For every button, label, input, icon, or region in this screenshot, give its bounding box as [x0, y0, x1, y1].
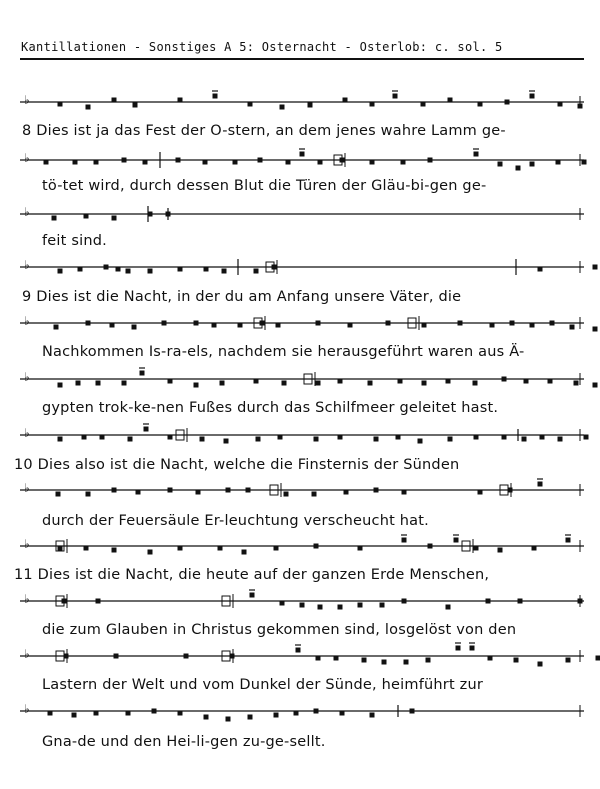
neume-note [162, 321, 167, 326]
neume-note [486, 599, 491, 604]
verse-number: 8 [22, 123, 37, 139]
staff-graphic [20, 646, 584, 666]
neume-note [282, 381, 287, 386]
neume-note [516, 166, 521, 171]
neume-note [473, 381, 478, 386]
chant-text-line [42, 343, 524, 361]
neume-note [368, 381, 373, 386]
neume-note [204, 715, 209, 720]
lyric-text: die zum Glauben in Christus gekommen sind, losgelöst von den [42, 622, 517, 638]
neume-note [422, 323, 427, 328]
neume-note [52, 216, 57, 221]
neume-note [122, 158, 127, 163]
neume-note [82, 435, 87, 440]
neume-note [110, 323, 115, 328]
neume-note [126, 269, 131, 274]
staff-graphic [20, 425, 584, 445]
neume-note [380, 603, 385, 608]
neume-note [370, 160, 375, 165]
neume-note [522, 437, 527, 442]
chant-staff [20, 646, 584, 666]
neume-note [112, 488, 117, 493]
flat-sign: ♭ [24, 258, 30, 272]
neume-note [382, 660, 387, 665]
neume-note [422, 381, 427, 386]
neume-note [478, 490, 483, 495]
staff-graphic [20, 92, 584, 112]
neume-note [370, 102, 375, 107]
neume-note [538, 662, 543, 667]
chant-text-line [42, 512, 429, 530]
neume-note [404, 660, 409, 665]
chant-text-line [14, 456, 459, 474]
flat-sign: ♭ [24, 537, 30, 551]
neume-note [94, 160, 99, 165]
staff-graphic [20, 369, 584, 389]
neume-note [56, 492, 61, 497]
neume-note [314, 437, 319, 442]
neume-note [556, 160, 561, 165]
neume-note [58, 269, 63, 274]
neume-note [300, 603, 305, 608]
staff-graphic [20, 257, 584, 277]
neume-note [566, 538, 571, 543]
neume-note [224, 439, 229, 444]
neume-note [318, 160, 323, 165]
staff-graphic [20, 204, 584, 224]
neume-note [128, 437, 133, 442]
neume-note [100, 435, 105, 440]
neume-note [314, 709, 319, 714]
neume-note [538, 267, 543, 272]
neume-note [446, 605, 451, 610]
neume-note [218, 546, 223, 551]
chant-staff [20, 257, 584, 277]
neume-note [446, 379, 451, 384]
neume-note [112, 98, 117, 103]
neume-note [194, 383, 199, 388]
neume-note [343, 98, 348, 103]
neume-note [96, 381, 101, 386]
neume-note [418, 439, 423, 444]
header-rule [20, 58, 584, 60]
neume-note [316, 381, 321, 386]
neume-note [168, 435, 173, 440]
neume-note [524, 379, 529, 384]
neume-note [402, 490, 407, 495]
neume-note [84, 214, 89, 219]
neume-note [386, 321, 391, 326]
neume-note [428, 544, 433, 549]
flat-sign: ♭ [24, 370, 30, 384]
neume-note [114, 654, 119, 659]
neume-note [344, 490, 349, 495]
neume-note [570, 325, 575, 330]
neume-note [448, 437, 453, 442]
chant-staff [20, 591, 584, 611]
neume-note [44, 160, 49, 165]
neume-note [86, 105, 91, 110]
neume-note [226, 488, 231, 493]
neume-note [362, 658, 367, 663]
chant-staff [20, 369, 584, 389]
neume-note [203, 160, 208, 165]
neume-note [104, 265, 109, 270]
neume-note [393, 94, 398, 99]
neume-note [338, 435, 343, 440]
neume-note [143, 160, 148, 165]
neume-note [248, 102, 253, 107]
lyric-text: feit sind. [42, 233, 107, 249]
neume-note [226, 717, 231, 722]
neume-note [550, 321, 555, 326]
neume-note [593, 383, 598, 388]
neume-note [213, 94, 218, 99]
lyric-text: Lastern der Welt und vom Dunkel der Sünde, heimführt zur [42, 677, 484, 693]
neume-note [530, 162, 535, 167]
chant-staff [20, 480, 584, 500]
staff-graphic [20, 536, 584, 556]
neume-note [194, 321, 199, 326]
chant-text-line [42, 399, 498, 417]
neume-note [48, 711, 53, 716]
lyric-text: tö-tet wird, durch dessen Blut die Türen der Gläu-bi-gen ge- [42, 178, 487, 194]
neume-note [358, 603, 363, 608]
chant-staff [20, 313, 584, 333]
neume-note [152, 709, 157, 714]
chant-text-line [42, 733, 326, 751]
neume-note [593, 327, 598, 332]
lyric-text: Dies ist die Nacht, in der du am Anfang unsere Väter, die [36, 289, 462, 305]
neume-note [314, 544, 319, 549]
neume-note [458, 321, 463, 326]
neume-note [478, 102, 483, 107]
neume-note [498, 162, 503, 167]
neume-note [54, 325, 59, 330]
neume-note [274, 546, 279, 551]
neume-note [84, 546, 89, 551]
chant-staff [20, 204, 584, 224]
neume-note [514, 658, 519, 663]
neume-note [78, 267, 83, 272]
neume-note [456, 646, 461, 651]
lyric-text: Dies also ist die Nacht, welche die Finsternis der Sünden [37, 457, 460, 473]
lyric-text: Gna-de und den Hei-li-gen zu-ge-sellt. [42, 734, 326, 750]
neume-note [532, 546, 537, 551]
neume-note [530, 323, 535, 328]
neume-note [254, 379, 259, 384]
flat-sign: ♭ [24, 426, 30, 440]
flat-sign: ♭ [24, 647, 30, 661]
neume-note [212, 323, 217, 328]
neume-note [398, 379, 403, 384]
neume-note [540, 435, 545, 440]
neume-note [250, 593, 255, 598]
neume-note [58, 383, 63, 388]
neume-note [474, 435, 479, 440]
neume-note [498, 548, 503, 553]
neume-note [178, 267, 183, 272]
neume-note [238, 323, 243, 328]
flat-sign: ♭ [24, 93, 30, 107]
chant-staff [20, 150, 584, 170]
lyric-text: Nachkommen Is-ra-els, nachdem sie herausgeführt waren aus Ä- [42, 344, 525, 360]
neume-note [278, 435, 283, 440]
lyric-text: Dies ist ja das Fest der O-stern, an dem jenes wahre Lamm ge- [36, 123, 506, 139]
neume-note [196, 490, 201, 495]
neume-note [340, 711, 345, 716]
staff-graphic [20, 480, 584, 500]
neume-note [140, 371, 145, 376]
staff-graphic [20, 591, 584, 611]
neume-note [242, 550, 247, 555]
flat-sign: ♭ [24, 314, 30, 328]
neume-note [474, 546, 479, 551]
flat-sign: ♭ [24, 481, 30, 495]
neume-note [318, 605, 323, 610]
neume-note [316, 656, 321, 661]
neume-note [584, 435, 589, 440]
staff-graphic [20, 313, 584, 333]
neume-note [248, 715, 253, 720]
neume-note [596, 656, 600, 661]
neume-note [280, 105, 285, 110]
neume-note [148, 550, 153, 555]
neume-note [358, 546, 363, 551]
neume-note [256, 437, 261, 442]
neume-note [176, 158, 181, 163]
neume-note [258, 158, 263, 163]
neume-note [316, 321, 321, 326]
neume-note [116, 267, 121, 272]
lyric-text: durch der Feuersäule Er-leuchtung verscheucht hat. [42, 513, 429, 529]
neume-note [72, 713, 77, 718]
neume-note [294, 711, 299, 716]
neume-note [558, 102, 563, 107]
neume-note [274, 713, 279, 718]
neume-note [73, 160, 78, 165]
flat-sign: ♭ [24, 702, 30, 716]
neume-note [246, 488, 251, 493]
neume-note [538, 482, 543, 487]
neume-note [308, 103, 313, 108]
neume-note [144, 427, 149, 432]
neume-note [86, 492, 91, 497]
neume-note [112, 548, 117, 553]
neume-note [132, 325, 137, 330]
neume-note [401, 160, 406, 165]
chant-staff [20, 536, 584, 556]
lyric-text: gypten trok-ke-nen Fußes durch das Schilfmeer geleitet hast. [42, 400, 499, 416]
neume-note [76, 381, 81, 386]
neume-note [284, 492, 289, 497]
neume-note [334, 656, 339, 661]
verse-number: 9 [22, 289, 37, 305]
neume-note [178, 546, 183, 551]
neume-note [58, 102, 63, 107]
verse-number: 10 [14, 457, 38, 473]
chant-text-line [42, 232, 107, 250]
chant-text-line [22, 288, 461, 306]
neume-note [276, 323, 281, 328]
neume-note [300, 152, 305, 157]
neume-note [448, 98, 453, 103]
chant-text-line [14, 566, 489, 584]
neume-note [178, 711, 183, 716]
lyric-text: Dies ist die Nacht, die heute auf der ganzen Erde Menschen, [37, 567, 490, 583]
neume-note [474, 152, 479, 157]
neume-note [296, 648, 301, 653]
verse-number: 11 [14, 567, 38, 583]
neume-note [566, 658, 571, 663]
flat-sign: ♭ [24, 205, 30, 219]
neume-note [505, 100, 510, 105]
neume-note [510, 321, 515, 326]
neume-note [286, 160, 291, 165]
chant-staff [20, 701, 584, 721]
neume-note [58, 546, 63, 551]
neume-note [426, 658, 431, 663]
neume-note [184, 654, 189, 659]
neume-note [582, 160, 587, 165]
staff-graphic [20, 701, 584, 721]
neume-note [502, 435, 507, 440]
neume-note [220, 381, 225, 386]
neume-note [396, 435, 401, 440]
neume-note [548, 379, 553, 384]
neume-note [574, 381, 579, 386]
neume-note [86, 321, 91, 326]
neume-note [454, 538, 459, 543]
neume-note [370, 713, 375, 718]
neume-note [593, 265, 598, 270]
neume-note [222, 269, 227, 274]
neume-note [133, 103, 138, 108]
staff-graphic [20, 150, 584, 170]
neume-note [428, 158, 433, 163]
neume-note [488, 656, 493, 661]
neume-note [112, 216, 117, 221]
neume-note [402, 538, 407, 543]
neume-note [402, 599, 407, 604]
neume-note [374, 437, 379, 442]
neume-note [338, 605, 343, 610]
neume-note [96, 599, 101, 604]
neume-note [410, 709, 415, 714]
neume-note [558, 437, 563, 442]
neume-note [280, 601, 285, 606]
neume-note [126, 711, 131, 716]
page-header: Kantillationen - Sonstiges A 5: Osternacht - Osterlob: c. sol. 5 [21, 40, 503, 54]
flat-sign: ♭ [24, 151, 30, 165]
neume-note [168, 488, 173, 493]
neume-note [502, 377, 507, 382]
neume-note [312, 492, 317, 497]
neume-note [178, 98, 183, 103]
neume-note [530, 94, 535, 99]
neume-note [233, 160, 238, 165]
neume-note [470, 646, 475, 651]
neume-note [136, 490, 141, 495]
neume-note [374, 488, 379, 493]
neume-note [421, 102, 426, 107]
neume-note [338, 379, 343, 384]
neume-note [254, 269, 259, 274]
neume-note [490, 323, 495, 328]
chant-text-line [22, 122, 506, 140]
chant-text-line [42, 177, 486, 195]
neume-note [200, 437, 205, 442]
neume-note [58, 437, 63, 442]
chant-text-line [42, 676, 483, 694]
neume-note [148, 269, 153, 274]
chant-staff [20, 92, 584, 112]
chant-staff [20, 425, 584, 445]
neume-note [348, 323, 353, 328]
chant-text-line [42, 621, 516, 639]
neume-note [122, 381, 127, 386]
neume-note [168, 379, 173, 384]
flat-sign: ♭ [24, 592, 30, 606]
neume-note [204, 267, 209, 272]
neume-note [518, 599, 523, 604]
neume-note [94, 711, 99, 716]
